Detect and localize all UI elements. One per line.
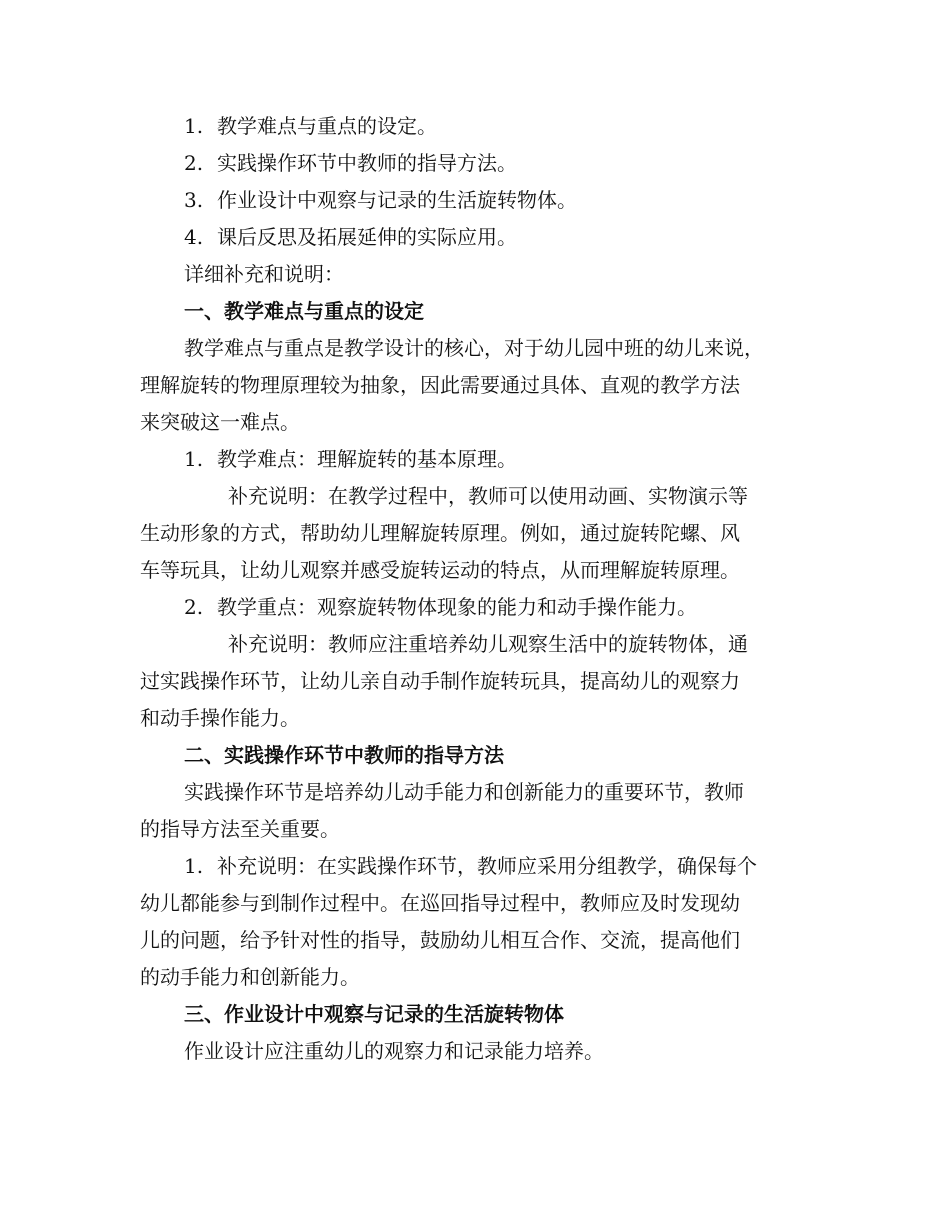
section-heading-1: 一、教学难点与重点的设定 [184, 299, 424, 323]
outline-item-2 [184, 151, 517, 175]
paragraph-line: 来突破这一难点。 [140, 410, 300, 434]
paragraph-line: 教学难点与重点是教学设计的核心，对于幼儿园中班的幼儿来说， [184, 336, 764, 360]
paragraph-line: 实践操作环节是培养幼儿动手能力和创新能力的重要环节，教师 [184, 780, 744, 804]
list-item [184, 447, 517, 471]
outline-item-text: 作业设计中观察与记录的生活旋转物体。 [217, 188, 577, 212]
outline-item-text: 教学难点与重点的设定。 [217, 114, 437, 138]
section-heading-3: 三、作业设计中观察与记录的生活旋转物体 [184, 1002, 564, 1026]
outline-item-text: 课后反思及拓展延伸的实际应用。 [217, 225, 517, 249]
note-line: 过实践操作环节，让幼儿亲自动手制作旋转玩具，提高幼儿的观察力 [140, 669, 740, 693]
list-item-text: 补充说明：在实践操作环节，教师应采用分组教学，确保每个 [217, 854, 757, 878]
paragraph-line: 的指导方法至关重要。 [140, 817, 340, 841]
detail-label: 详细补充和说明： [184, 262, 344, 286]
note-line: 补充说明：在教学过程中，教师可以使用动画、实物演示等 [228, 484, 748, 508]
outline-item-number: 2. [184, 151, 204, 175]
outline-item-number: 4. [184, 225, 204, 249]
outline-item-1 [184, 114, 437, 138]
paragraph-line: 理解旋转的物理原理较为抽象，因此需要通过具体、直观的教学方法 [140, 373, 740, 397]
note-line: 车等玩具，让幼儿观察并感受旋转运动的特点，从而理解旋转原理。 [140, 558, 740, 582]
paragraph-line: 作业设计应注重幼儿的观察力和记录能力培养。 [184, 1039, 604, 1063]
paragraph-line: 的动手能力和创新能力。 [140, 965, 360, 989]
outline-item-4 [184, 225, 517, 249]
list-item-number: 2. [184, 595, 204, 619]
list-item [184, 854, 757, 878]
outline-item-text: 实践操作环节中教师的指导方法。 [217, 151, 517, 175]
paragraph-line: 儿的问题，给予针对性的指导，鼓励幼儿相互合作、交流，提高他们 [140, 928, 740, 952]
outline-item-number: 3. [184, 188, 204, 212]
outline-item-3 [184, 188, 577, 212]
note-line: 和动手操作能力。 [140, 706, 300, 730]
list-item [184, 595, 697, 619]
section-heading-2: 二、实践操作环节中教师的指导方法 [184, 743, 504, 767]
outline-item-number: 1. [184, 114, 204, 138]
note-line: 补充说明：教师应注重培养幼儿观察生活中的旋转物体，通 [228, 632, 748, 656]
list-item-number: 1. [184, 854, 204, 878]
list-item-text: 教学难点：理解旋转的基本原理。 [217, 447, 517, 471]
list-item-text: 教学重点：观察旋转物体现象的能力和动手操作能力。 [217, 595, 697, 619]
list-item-number: 1. [184, 447, 204, 471]
note-line: 生动形象的方式，帮助幼儿理解旋转原理。例如，通过旋转陀螺、风 [140, 521, 740, 545]
paragraph-line: 幼儿都能参与到制作过程中。在巡回指导过程中，教师应及时发现幼 [140, 891, 740, 915]
